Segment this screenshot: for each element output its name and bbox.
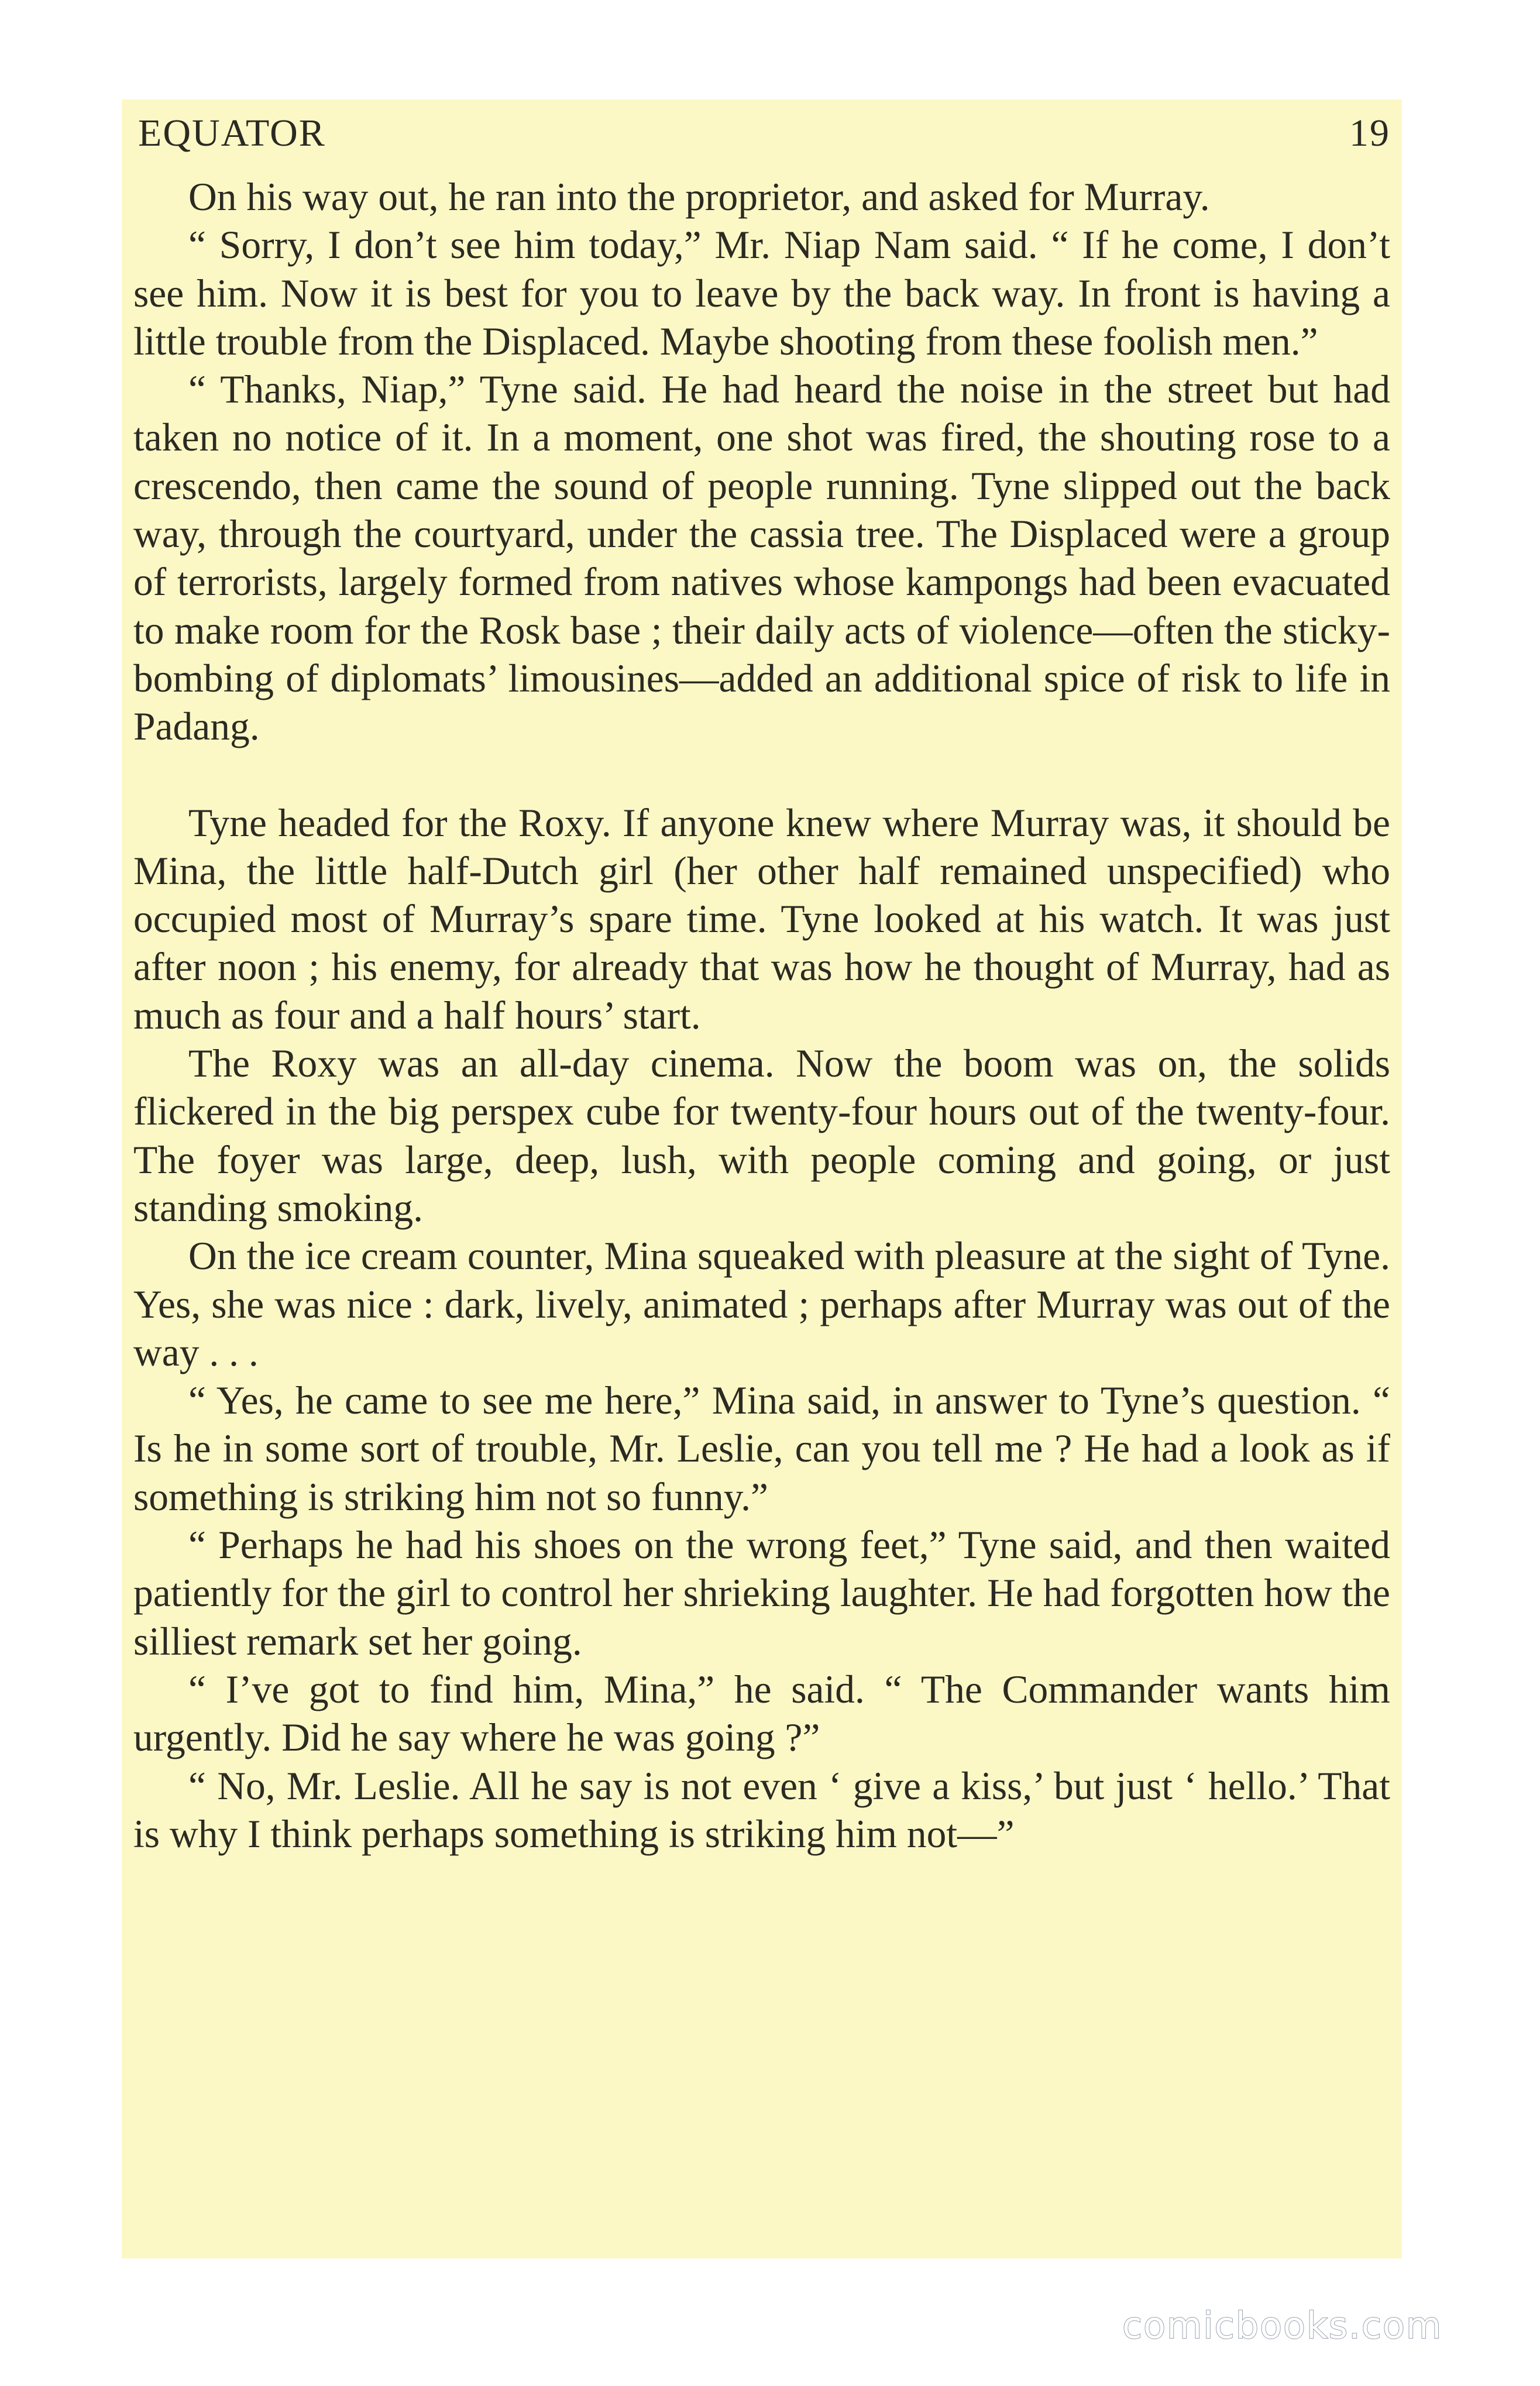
- paragraph: “ Perhaps he had his shoes on the wrong feet,” Tyne said, and then waited patiently for the girl to control her shrieking laughter. He had forgotten how the silliest remark set her going.: [133, 1523, 1390, 1663]
- book-page: [122, 99, 1402, 2258]
- paragraph: “ Sorry, I don’t see him today,” Mr. Niap Nam said. “ If he come, I don’t see him. Now it is best for you to leave by the back way. In front is having a little trouble from the Displaced. Maybe shooting from these foolish men.”: [133, 223, 1390, 363]
- paragraph: Tyne headed for the Roxy. If anyone knew where Murray was, it should be Mina, the little half-Dutch girl (her other half remained unspecified) who occupied most of Murray’s spare time. Tyne looked at his watch. It was just after noon ; his enemy, for already that was how he thought of Murray, had as much as four and a half hours’ start.: [133, 800, 1390, 1037]
- paragraph: The Roxy was an all-day cinema. Now the boom was on, the solids flickered in the big perspex cube for twenty-four hours out of the twenty-four. The foyer was large, deep, lush, with people coming and going, or just standing smoking.: [133, 1041, 1390, 1230]
- paragraph: “ Thanks, Niap,” Tyne said. He had heard the noise in the street but had taken no notice of it. In a moment, one shot was fired, the shouting rose to a crescendo, then came the sound of people running. Tyne slipped out the back way, through the courtyard, under the cassia tree. The Displaced were a group of terrorists, largely formed from natives whose kampongs had been evacuated to make room for the Rosk base ; their daily acts of violence—often the sticky-bombing of diplomats’ limousines—added an additional spice of risk to life in Padang.: [133, 367, 1390, 749]
- running-head: [133, 99, 1390, 158]
- watermark: comicbooks.com: [1122, 2304, 1443, 2347]
- chapter-title: EQUATOR: [138, 112, 326, 154]
- paragraph: On the ice cream counter, Mina squeaked with pleasure at the sight of Tyne. Yes, she was nice : dark, lively, animated ; perhaps after Murray was out of the way . . .: [133, 1234, 1390, 1374]
- page-number: 19: [1349, 112, 1390, 154]
- body-text: [133, 173, 1390, 1858]
- section-break: [133, 751, 1390, 799]
- paragraph: On his way out, he ran into the proprietor, and asked for Murray.: [188, 175, 1210, 219]
- paragraph: “ Yes, he came to see me here,” Mina said, in answer to Tyne’s question. “ Is he in some sort of trouble, Mr. Leslie, can you tell me ? He had a look as if something is striking him not so funny.”: [133, 1378, 1390, 1519]
- paragraph: “ I’ve got to find him, Mina,” he said. “ The Commander wants him urgently. Did he say where he was going ?”: [133, 1667, 1390, 1760]
- paragraph: “ No, Mr. Leslie. All he say is not even ‘ give a kiss,’ but just ‘ hello.’ That is why I think perhaps something is striking him not—”: [133, 1763, 1390, 1856]
